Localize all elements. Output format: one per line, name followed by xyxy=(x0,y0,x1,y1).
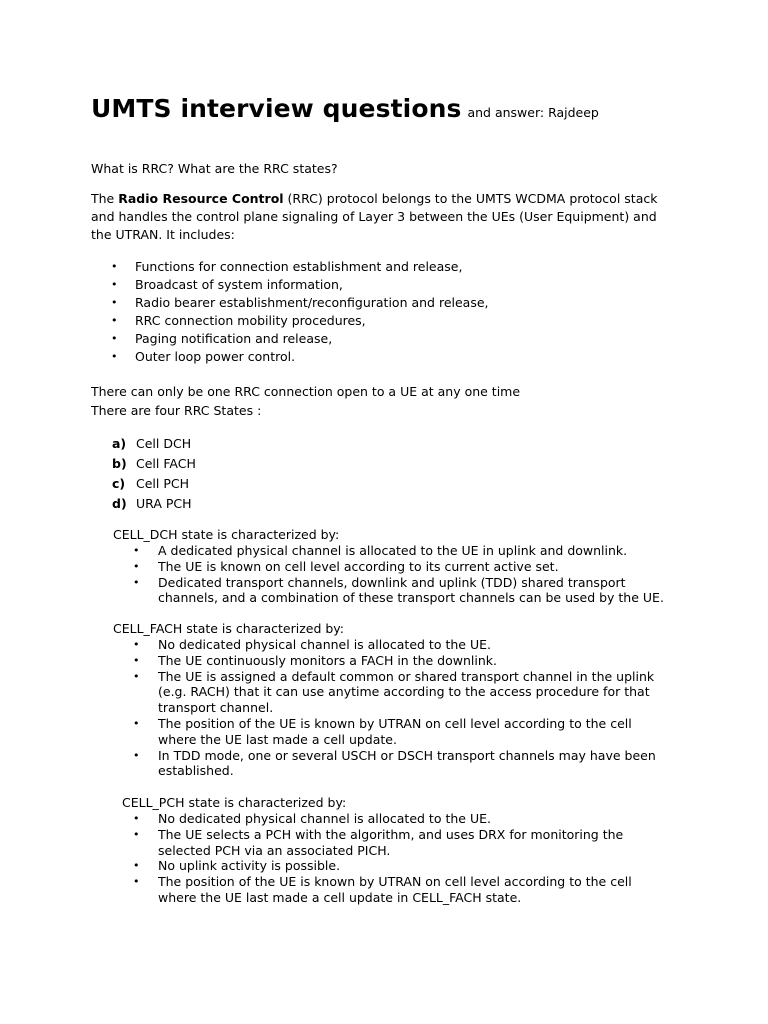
list-item xyxy=(113,543,673,559)
cell-pch-heading: CELL_PCH state is characterized by: xyxy=(122,795,347,810)
functions-list xyxy=(91,258,489,366)
list-item xyxy=(113,637,673,653)
list-item xyxy=(91,294,489,312)
bullet-icon: • xyxy=(133,812,140,825)
bullet-icon: • xyxy=(133,716,140,730)
list-item-text: The UE is known on cell level according to its current active set. xyxy=(158,558,559,574)
intro-paragraph xyxy=(91,190,681,244)
list-item-text: Paging notification and release, xyxy=(135,331,333,346)
list-item-text: Dedicated transport channels, downlink and uplink (TDD) shared transport channels, and a combination of these transport channels can be used by the UE. xyxy=(158,574,664,606)
bullet-icon: • xyxy=(133,544,140,557)
list-item-text: No dedicated physical channel is allocated to the UE. xyxy=(158,637,491,652)
bullet-icon: • xyxy=(111,296,118,309)
cell-fach-list xyxy=(113,637,673,779)
list-item-text: In TDD mode, one or several USCH or DSCH transport channels may have been established. xyxy=(158,747,656,779)
bullet-icon: • xyxy=(111,350,118,363)
question-text: What is RRC? What are the RRC states? xyxy=(91,161,338,176)
list-item-text: The position of the UE is known by UTRAN on cell level according to the cell where the UE last made a cell update. xyxy=(158,715,632,747)
cell-dch-list xyxy=(113,543,673,606)
list-item-text: No uplink activity is possible. xyxy=(158,858,341,874)
bullet-icon: • xyxy=(133,575,140,589)
list-item xyxy=(113,716,673,748)
bullet-icon: • xyxy=(133,827,140,841)
list-item xyxy=(113,858,673,874)
list-item xyxy=(91,330,489,348)
list-marker: d) xyxy=(112,496,127,511)
bullet-icon: • xyxy=(133,875,140,889)
list-item xyxy=(91,276,489,294)
list-item xyxy=(91,454,196,474)
list-marker: b) xyxy=(112,456,127,471)
bullet-icon: • xyxy=(111,278,118,291)
list-item-text: A dedicated physical channel is allocated to the UE in uplink and downlink. xyxy=(158,543,628,558)
cell-pch-list xyxy=(113,811,673,906)
list-item xyxy=(113,874,673,906)
list-item-text: Radio bearer establishment/reconfiguration and release, xyxy=(135,295,489,310)
document-title: UMTS interview questions xyxy=(91,94,462,123)
list-item xyxy=(113,559,673,575)
list-item xyxy=(113,811,673,827)
list-item xyxy=(113,748,673,780)
list-item xyxy=(91,348,489,366)
list-item-text: Cell PCH xyxy=(136,476,190,491)
bullet-icon: • xyxy=(133,859,140,873)
list-item-text: URA PCH xyxy=(136,496,192,511)
bullet-icon: • xyxy=(111,314,118,327)
bullet-icon: • xyxy=(111,260,118,273)
list-item-text: Broadcast of system information, xyxy=(135,277,343,292)
rrc-connection-note: There can only be one RRC connection open to a UE at any one time xyxy=(91,384,521,399)
list-item-text: No dedicated physical channel is allocated to the UE. xyxy=(158,811,491,826)
list-item-text: RRC connection mobility procedures, xyxy=(135,313,366,328)
cell-dch-heading: CELL_DCH state is characterized by: xyxy=(113,527,340,542)
list-item xyxy=(113,669,673,716)
list-item-text: The UE is assigned a default common or shared transport channel in the uplink (e.g. RACH) that it can use anytime according to the access procedure for that transport channel. xyxy=(158,668,655,716)
list-item xyxy=(91,494,196,514)
list-marker: c) xyxy=(112,476,126,491)
list-item-text: Cell DCH xyxy=(136,436,192,451)
list-item xyxy=(113,827,673,859)
list-marker: a) xyxy=(112,436,127,451)
bullet-icon: • xyxy=(133,748,140,762)
list-item xyxy=(91,474,196,494)
bullet-icon: • xyxy=(133,653,140,667)
bullet-icon: • xyxy=(133,559,140,573)
bullet-icon: • xyxy=(133,669,140,683)
bullet-icon: • xyxy=(111,332,118,345)
document-subtitle: and answer: Rajdeep xyxy=(467,105,599,120)
intro-prefix: The xyxy=(91,191,119,206)
list-item xyxy=(113,653,673,669)
rrc-states-list xyxy=(91,434,196,514)
list-item xyxy=(91,434,196,454)
list-item-text: Functions for connection establishment and release, xyxy=(135,259,463,274)
list-item xyxy=(113,575,673,607)
list-item-text: The UE selects a PCH with the algorithm, and uses DRX for monitoring the selected PCH via an associated PICH. xyxy=(158,826,624,858)
rrc-states-intro: There are four RRC States : xyxy=(91,403,262,418)
list-item-text: Cell FACH xyxy=(136,456,196,471)
intro-bold-term: Radio Resource Control xyxy=(118,191,284,206)
list-item-text: Outer loop power control. xyxy=(135,349,296,364)
intro-suffix: (RRC) protocol belongs to the UMTS WCDMA protocol stack and handles the control plane signaling of Layer 3 between the UEs (User Equipment) and the UTRAN. It includes: xyxy=(91,191,658,242)
list-item xyxy=(91,258,489,276)
cell-fach-heading: CELL_FACH state is characterized by: xyxy=(113,621,344,636)
bullet-icon: • xyxy=(133,638,140,651)
list-item-text: The UE continuously monitors a FACH in the downlink. xyxy=(158,652,497,668)
title-line xyxy=(91,94,599,123)
list-item xyxy=(91,312,489,330)
list-item-text: The position of the UE is known by UTRAN on cell level according to the cell where the UE last made a cell update in CELL_FACH state. xyxy=(158,874,632,905)
